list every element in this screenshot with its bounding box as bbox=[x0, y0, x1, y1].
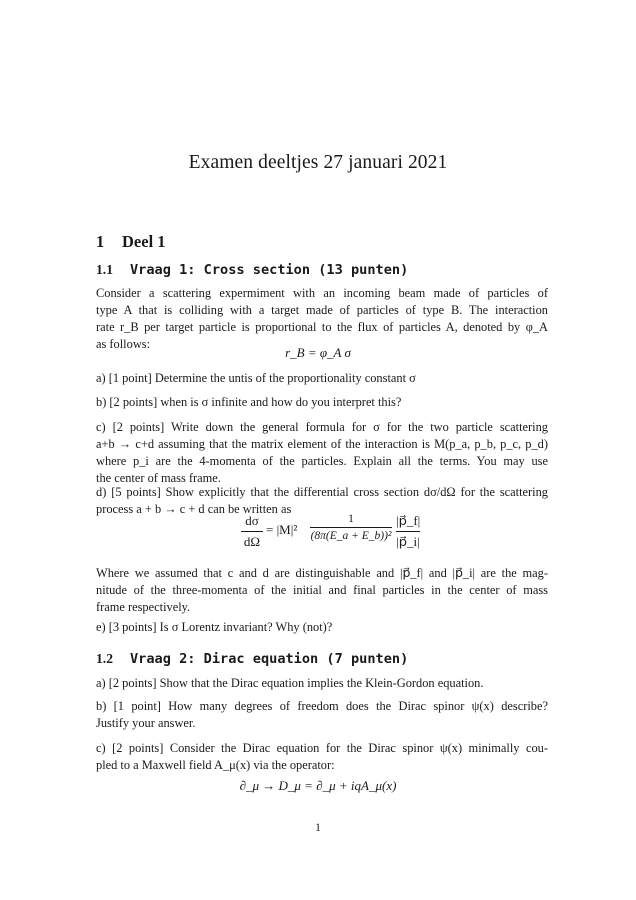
flux-fraction bbox=[310, 513, 392, 542]
q1-part-a-text: a) [1 point] Determine the untis of the proportionality constant σ bbox=[96, 371, 416, 385]
q2-heading bbox=[96, 651, 408, 667]
section-title: Deel 1 bbox=[122, 232, 166, 251]
document-title: Examen deeltjes 27 januari 2021 bbox=[188, 152, 448, 173]
q1-part-c-line: c) [2 points] Write down the general formula for σ for the two particle scattering bbox=[96, 420, 548, 434]
page-number: 1 bbox=[315, 822, 321, 834]
q1-part-d-line: process a + b → c + d can be written as bbox=[96, 502, 292, 516]
q2-part-b-line: Justify your answer. bbox=[96, 716, 196, 730]
q2-number: 1.2 bbox=[96, 651, 113, 666]
q1-rate-equation: r_B = φ_A σ bbox=[285, 345, 351, 360]
equals-matrix-element: = |M|² bbox=[266, 522, 298, 537]
momentum-denominator: |p⃗_i| bbox=[396, 534, 420, 549]
q1-part-a bbox=[96, 370, 548, 387]
q2-covariant-derivative-equation: ∂_μ → D_μ = ∂_μ + iqA_μ(x) bbox=[239, 778, 397, 793]
momentum-fraction bbox=[396, 513, 420, 550]
q2-part-c-line: pled to a Maxwell field A_μ(x) via the operator: bbox=[96, 758, 335, 772]
q2-part-a bbox=[96, 675, 548, 692]
q2-part-c-line: c) [2 points] Consider the Dirac equation for the Dirac spinor ψ(x) minimally cou- bbox=[96, 741, 548, 755]
q1-part-c-line: a+b → c+d assuming that the matrix element of the interaction is M(p_a, p_b, p_c, p_d) bbox=[96, 437, 548, 451]
q1-intro-line: rate r_B per target particle is proportional to the flux of particles A, denoted by φ_A bbox=[96, 320, 548, 334]
q2-title: Vraag 2: Dirac equation (7 punten) bbox=[130, 651, 409, 667]
q1-heading bbox=[96, 262, 408, 278]
q1-part-d-after bbox=[96, 565, 548, 616]
q1-cross-section-equation bbox=[241, 509, 421, 559]
momentum-numerator: |p⃗_f| bbox=[396, 513, 421, 528]
q1-number: 1.1 bbox=[96, 262, 113, 277]
fraction-bar bbox=[310, 527, 392, 528]
lhs-fraction bbox=[241, 513, 263, 550]
q1-intro-line: type A that is colliding with a target made of particles of type B. The interaction bbox=[96, 303, 548, 317]
q1-part-b bbox=[96, 394, 548, 411]
lhs-denominator: dΩ bbox=[243, 534, 261, 549]
flux-denominator: (8π(E_a + E_b))² bbox=[310, 530, 392, 542]
section-heading bbox=[96, 232, 166, 252]
q1-part-c-line: the center of mass frame. bbox=[96, 471, 221, 485]
q2-part-a-text: a) [2 points] Show that the Dirac equation implies the Klein-Gordon equation. bbox=[96, 676, 484, 690]
fraction-bar bbox=[241, 531, 263, 532]
q1-part-d-after-line: nitude of the three-momenta of the initial and final particles in the center of mass bbox=[96, 583, 548, 597]
q1-part-e bbox=[96, 619, 548, 636]
q1-part-d-line: d) [5 points] Show explicitly that the differential cross section dσ/dΩ for the scattering bbox=[96, 485, 548, 499]
q1-part-b-text: b) [2 points] when is σ infinite and how do you interpret this? bbox=[96, 395, 402, 409]
q2-part-c bbox=[96, 740, 548, 774]
flux-numerator: 1 bbox=[348, 513, 354, 525]
q1-intro bbox=[96, 285, 548, 353]
q1-part-c bbox=[96, 419, 548, 487]
q1-part-d-after-line: frame respectively. bbox=[96, 600, 191, 614]
fraction-bar bbox=[396, 531, 420, 532]
q1-title: Vraag 1: Cross section (13 punten) bbox=[130, 262, 409, 278]
q1-part-d-after-line: Where we assumed that c and d are distinguishable and |p⃗_f| and |p⃗_i| are the mag- bbox=[96, 566, 548, 580]
q1-part-e-text: e) [3 points] Is σ Lorentz invariant? Why (not)? bbox=[96, 620, 333, 634]
q2-part-b-line: b) [1 point] How many degrees of freedom does the Dirac spinor ψ(x) describe? bbox=[96, 699, 548, 713]
lhs-numerator: dσ bbox=[245, 513, 259, 528]
section-number: 1 bbox=[96, 232, 105, 251]
q2-part-b bbox=[96, 698, 548, 732]
q1-part-c-line: where p_i are the 4-momenta of the particles. Explain all the terms. You may use bbox=[96, 454, 548, 468]
q1-intro-line: Consider a scattering expermiment with an incoming beam made of particles of bbox=[96, 286, 548, 300]
q1-intro-line: as follows: bbox=[96, 337, 151, 351]
